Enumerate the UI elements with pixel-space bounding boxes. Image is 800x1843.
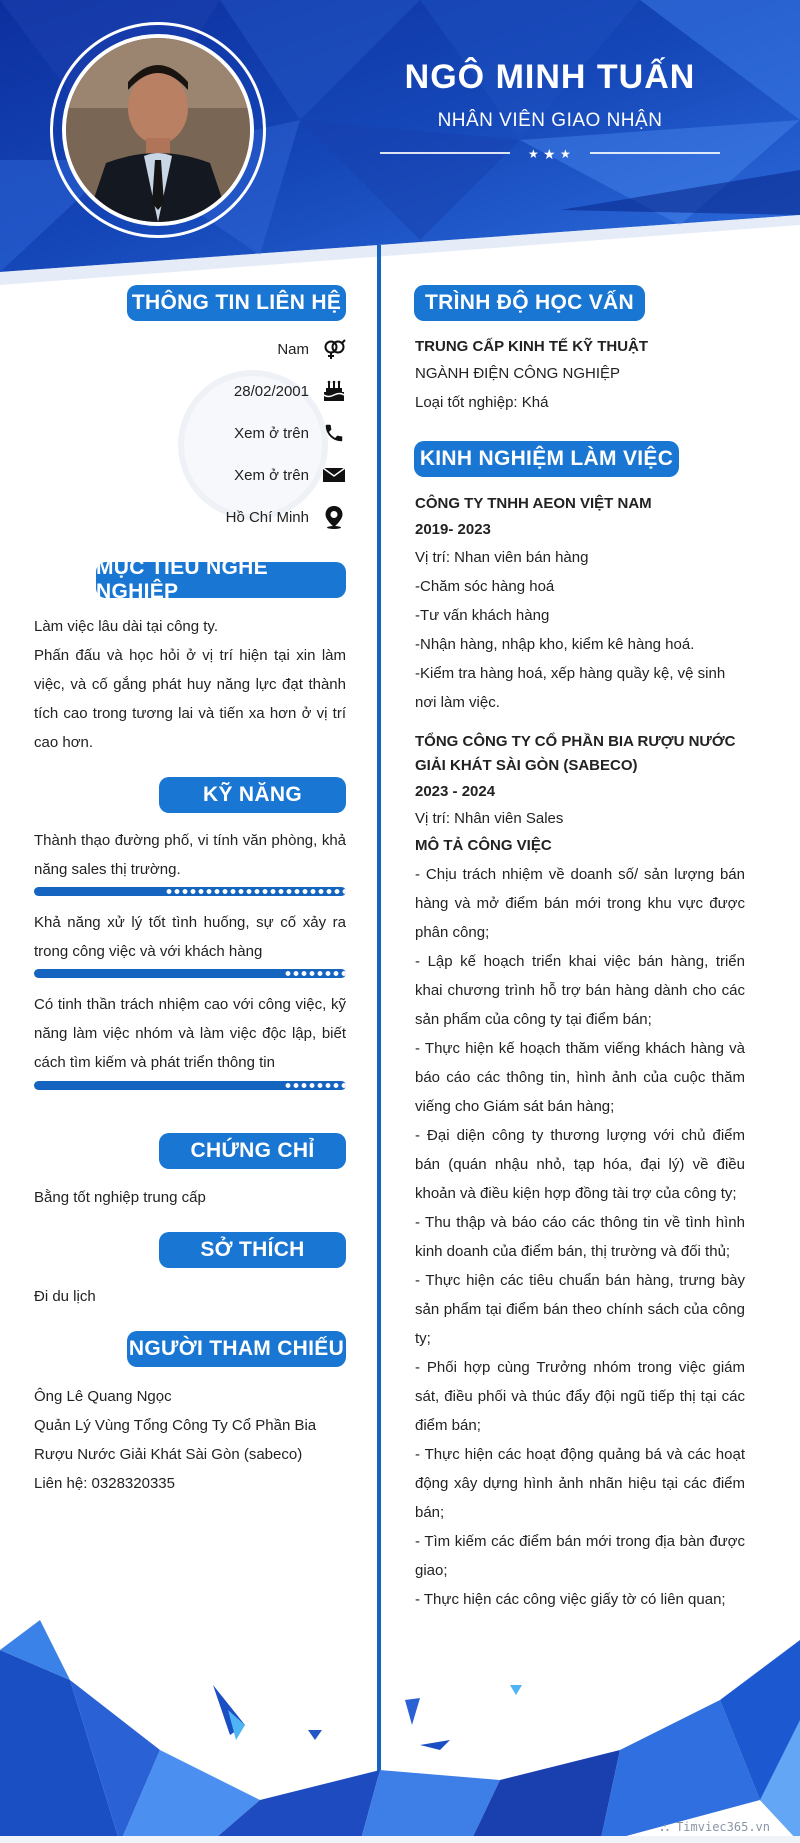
cake-icon bbox=[321, 378, 347, 404]
job-2-task: - Phối hợp cùng Trưởng nhóm trong việc giám sát, điều phối và thúc đẩy đội ngũ tiếp thị tại các điểm bán; bbox=[415, 1359, 745, 1434]
footer-background bbox=[0, 1600, 800, 1843]
education-school: TRUNG CẤP KINH TẾ KỸ THUẬT bbox=[415, 338, 649, 355]
job-1-block bbox=[415, 491, 745, 717]
avatar-photo bbox=[66, 38, 250, 222]
location-pin-icon bbox=[321, 504, 347, 530]
skill-item-2-bar bbox=[34, 969, 346, 978]
job-1-task: -Nhận hàng, nhập kho, kiểm kê hàng hoá. bbox=[415, 636, 695, 653]
job-1-position: Vị trí: Nhan viên bán hàng bbox=[415, 549, 589, 566]
skill-item-1-text: Thành thạo đường phố, vi tính văn phòng, khả năng sales thị trường. bbox=[34, 832, 346, 878]
objective-line-1: Làm việc lâu dài tại công ty. bbox=[34, 618, 218, 635]
objective-heading: MỤC TIÊU NGHỀ NGHIỆP bbox=[96, 562, 346, 598]
certificates-text: Bằng tốt nghiệp trung cấp bbox=[34, 1189, 206, 1206]
education-heading: TRÌNH ĐỘ HỌC VẤN bbox=[414, 285, 645, 321]
credit-text: Timviec365.vn bbox=[676, 1820, 770, 1834]
reference-contact: Liên hệ: 0328320335 bbox=[34, 1475, 175, 1492]
objective-text bbox=[34, 612, 346, 757]
job-2-company: TỔNG CÔNG TY CỔ PHẦN BIA RƯỢU NƯỚC GIẢI KHÁT SÀI GÒN (SABECO) bbox=[415, 733, 736, 774]
job-2-block bbox=[415, 730, 745, 1614]
credit-logo-icon: ⛬ bbox=[660, 1820, 677, 1834]
job-1-task: -Chăm sóc hàng hoá bbox=[415, 578, 555, 595]
title-divider-stars bbox=[380, 145, 720, 161]
education-major: NGÀNH ĐIỆN CÔNG NGHIỆP bbox=[415, 365, 621, 382]
contact-gender bbox=[277, 334, 347, 364]
objective-line-2: Phấn đấu và học hỏi ở vị trí hiện tại xin làm việc, và cố gắng phát huy năng lực đạt thành tích cao trong tương lai và tiến xa hơn ở vị trí cao hơn. bbox=[34, 647, 346, 751]
svg-text:★: ★ bbox=[528, 147, 539, 161]
job-2-task: - Thực hiện các công việc giấy tờ có liên quan; bbox=[415, 1591, 726, 1608]
job-1-company: CÔNG TY TNHH AEON VIỆT NAM bbox=[415, 495, 652, 512]
job-1-task: -Tư vấn khách hàng bbox=[415, 607, 550, 624]
certificates-heading: CHỨNG CHỈ bbox=[159, 1133, 346, 1169]
skill-bar-remaining bbox=[165, 887, 346, 896]
reference-position: Quản Lý Vùng Tổng Công Ty Cổ Phần Bia Rượu Nước Giải Khát Sài Gòn (sabeco) bbox=[34, 1417, 317, 1463]
contact-email bbox=[234, 460, 347, 490]
birthday-value: 28/02/2001 bbox=[233, 382, 309, 400]
job-2-task: - Lập kế hoạch triển khai việc bán hàng, triển khai chương trình hỗ trợ bán hàng dành cho các sản phẩm của công ty tại điểm bán; bbox=[415, 953, 745, 1028]
email-icon bbox=[321, 462, 347, 488]
contact-heading: THÔNG TIN LIÊN HỆ bbox=[127, 285, 346, 321]
job-2-task: - Đại diện công ty thương lượng với chủ điểm bán (quán nhậu nhỏ, tạp hóa, đại lý) về điều khoản và điều kiện hợp đồng tài trợ của công ty; bbox=[415, 1127, 745, 1202]
skill-item-3-bar bbox=[34, 1081, 346, 1090]
job-2-task: - Tìm kiếm các điểm bán mới trong địa bàn được giao; bbox=[415, 1533, 745, 1579]
reference-name: Ông Lê Quang Ngọc bbox=[34, 1388, 172, 1405]
svg-text:★: ★ bbox=[560, 147, 571, 161]
candidate-job-title: NHÂN VIÊN GIAO NHẬN bbox=[437, 110, 663, 131]
skill-item-1-bar bbox=[34, 887, 346, 896]
job-2-period: 2023 - 2024 bbox=[415, 783, 496, 800]
job-2-task: - Thu thập và báo cáo các thông tin về tình hình kinh doanh của điểm bán, thị trường và đối thủ; bbox=[415, 1214, 745, 1260]
contact-birthday bbox=[234, 376, 347, 406]
job-2-task: - Thực hiện các tiêu chuẩn bán hàng, trưng bày sản phẩm tại điểm bán theo chính sách của công ty; bbox=[415, 1272, 745, 1347]
skill-item-3-text: Có tinh thần trách nhiệm cao với công việc, kỹ năng làm việc nhóm và làm việc độc lập, biết cách tìm kiếm và phát triển thông tin bbox=[34, 996, 346, 1071]
job-2-description-heading: MÔ TẢ CÔNG VIỆC bbox=[415, 837, 552, 854]
job-1-period: 2019- 2023 bbox=[415, 521, 491, 538]
skill-item-2-text: Khả năng xử lý tốt tình huống, sự cố xảy ra trong công việc và với khách hàng bbox=[34, 914, 346, 960]
references-block bbox=[34, 1382, 346, 1498]
education-grade: Loại tốt nghiệp: Khá bbox=[415, 394, 549, 411]
job-2-task: - Thực hiện các hoạt động quảng bá và các hoạt động xây dựng hình ảnh nhãn hiệu tại các điểm bán; bbox=[415, 1446, 745, 1521]
avatar bbox=[62, 34, 254, 226]
references-heading: NGƯỜI THAM CHIẾU bbox=[127, 1331, 346, 1367]
svg-text:★: ★ bbox=[543, 147, 556, 161]
email-value: Xem ở trên bbox=[234, 466, 309, 484]
skill-bar-remaining bbox=[284, 1081, 346, 1090]
job-1-task: -Kiểm tra hàng hoá, xếp hàng quầy kệ, vệ sinh nơi làm việc. bbox=[415, 665, 726, 711]
address-value: Hồ Chí Minh bbox=[225, 508, 309, 526]
job-2-position: Vị trí: Nhân viên Sales bbox=[415, 810, 564, 827]
contact-address bbox=[226, 502, 347, 532]
education-block bbox=[415, 333, 745, 419]
phone-value: Xem ở trên bbox=[234, 424, 309, 442]
site-credit bbox=[660, 1820, 770, 1835]
hobbies-text: Đi du lịch bbox=[34, 1288, 96, 1305]
job-2-task: - Chịu trách nhiệm về doanh số/ sản lượng bán hàng và mở điểm bán mới trong khu vực được phân công; bbox=[415, 866, 745, 941]
gender-value: Nam bbox=[277, 340, 309, 358]
column-divider bbox=[377, 245, 381, 1775]
skills-heading: KỸ NĂNG bbox=[159, 777, 346, 813]
skill-bar-remaining bbox=[284, 969, 346, 978]
experience-heading: KINH NGHIỆM LÀM VIỆC bbox=[414, 441, 679, 477]
contact-phone bbox=[234, 418, 347, 448]
phone-icon bbox=[321, 420, 347, 446]
gender-icon bbox=[321, 336, 347, 362]
hobbies-heading: SỞ THÍCH bbox=[159, 1232, 346, 1268]
candidate-name: NGÔ MINH TUẤN bbox=[404, 58, 696, 96]
job-2-task: - Thực hiện kế hoạch thăm viếng khách hàng và báo cáo các thông tin, hình ảnh của cuộc thăm viếng cho Giám sát bán hàng; bbox=[415, 1040, 745, 1115]
